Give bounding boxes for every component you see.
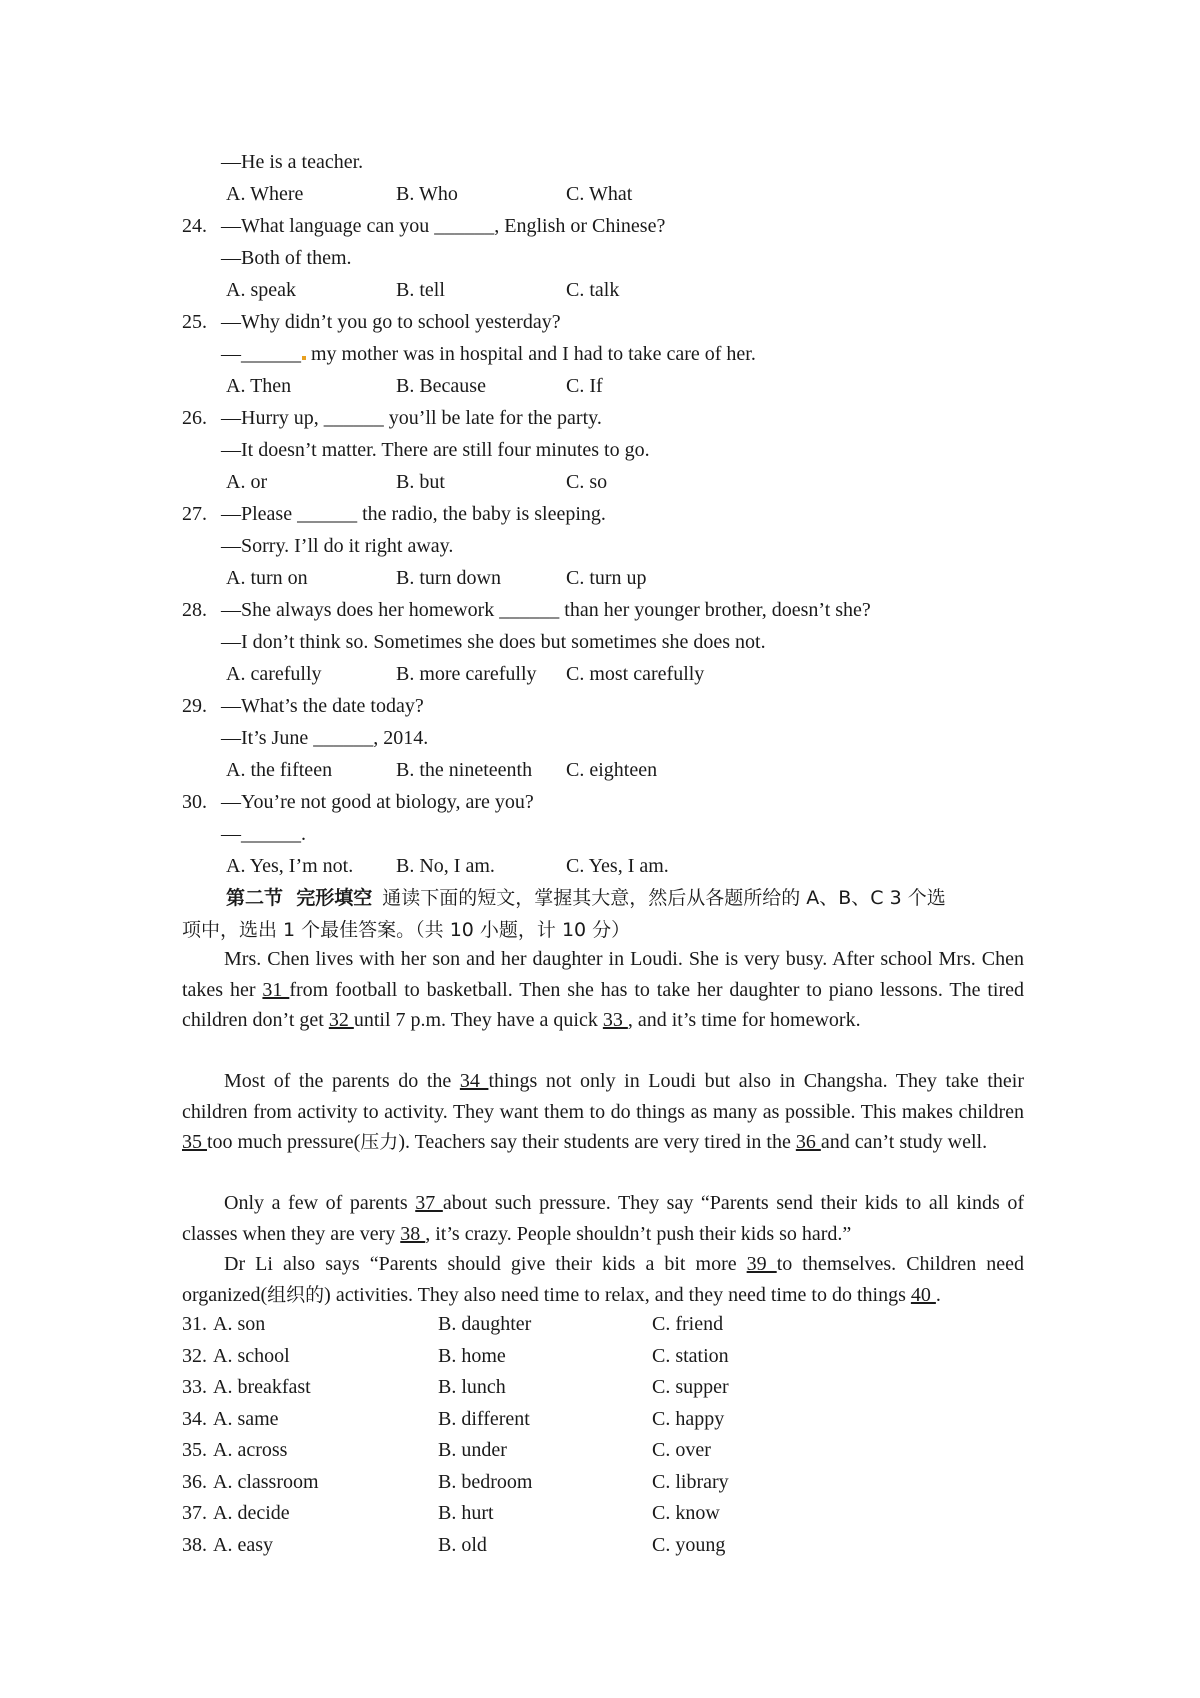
q30-number: 30.: [182, 791, 207, 813]
section2-instructions-2: 项中，选出 1 个最佳答案。（共 10 小题，计 10 分）: [182, 919, 631, 941]
q29-number: 29.: [182, 695, 207, 717]
passage-paragraph-2: [182, 1066, 1024, 1158]
blank-35: 35: [182, 1131, 207, 1153]
blank-32: 32: [328, 1009, 354, 1031]
q27-question: —Please ______ the radio, the baby is sleeping.: [221, 503, 606, 525]
q25-question: —Why didn’t you go to school yesterday?: [221, 311, 561, 333]
passage-text: Most of the parents do the: [224, 1070, 460, 1092]
q30-question: —You’re not good at biology, are you?: [221, 791, 534, 813]
q25-option-c: C. If: [566, 375, 603, 397]
cloze-option-b: B. home: [438, 1345, 506, 1367]
cloze-row-number: 34.: [182, 1408, 207, 1430]
q30-option-c: C. Yes, I am.: [566, 855, 669, 877]
q30-answer: —______.: [221, 823, 306, 845]
q29-option-b: B. the nineteenth: [396, 759, 533, 781]
passage-text: .: [935, 1283, 941, 1306]
cloze-option-c: C. station: [652, 1345, 729, 1367]
cloze-option-b: B. daughter: [438, 1313, 532, 1335]
passage-paragraph-4: [182, 1249, 1024, 1310]
q24-option-c: C. talk: [566, 279, 620, 301]
q27-answer: —Sorry. I’ll do it right away.: [221, 535, 454, 557]
cloze-option-b: B. lunch: [438, 1376, 506, 1398]
passage-text: Mrs. Chen lives with her son and her daughter in Loudi. She is very busy. After school Mrs. Chen takes her: [182, 948, 1024, 1001]
passage-text: too much pressure(: [207, 1131, 361, 1153]
cloze-option-a: A. same: [213, 1408, 279, 1430]
q30-option-b: B. No, I am.: [396, 855, 495, 877]
passage-text: until 7 p.m. They have a quick: [353, 1009, 603, 1031]
cloze-row-number: 36.: [182, 1471, 207, 1493]
q25-answer-blank: —______: [221, 343, 301, 365]
cloze-option-c: C. over: [652, 1439, 711, 1461]
q27-number: 27.: [182, 503, 207, 525]
cloze-option-a: A. breakfast: [213, 1376, 311, 1398]
q26-option-c: C. so: [566, 471, 608, 493]
q28-option-b: B. more carefully: [396, 663, 537, 685]
passage-text: about such pressure. They say “Parents send their kids to all kinds of classes when they are very: [182, 1192, 1024, 1245]
q28-answer: —I don’t think so. Sometimes she does but sometimes she does not.: [221, 631, 766, 653]
passage-text: Only a few of parents: [224, 1192, 416, 1214]
cloze-option-c: C. friend: [652, 1313, 724, 1335]
passage-text: ). Teachers say their students are very tired in the: [398, 1131, 796, 1153]
passage-text: ) activities. They also need time to relax, and they need time to do things: [324, 1283, 911, 1306]
cloze-option-b: B. different: [438, 1408, 530, 1430]
blank-38: 38: [400, 1222, 426, 1245]
passage-text: Dr Li also says “Parents should give their kids a bit more: [224, 1253, 747, 1275]
q29-question: —What’s the date today?: [221, 695, 424, 717]
blank-33: 33: [602, 1009, 628, 1031]
passage-cjk-gloss: 压力: [360, 1131, 399, 1153]
cloze-option-b: B. hurt: [438, 1502, 494, 1524]
q29-option-a: A. the fifteen: [226, 759, 333, 781]
q27-option-c: C. turn up: [566, 567, 647, 589]
cloze-row-number: 32.: [182, 1345, 207, 1367]
q26-number: 26.: [182, 407, 207, 429]
q29-answer: —It’s June ______, 2014.: [221, 727, 429, 749]
q28-option-c: C. most carefully: [566, 663, 705, 685]
q28-question: —She always does her homework ______ than her younger brother, doesn’t she?: [221, 599, 871, 621]
q25-answer-rest: my mother was in hospital and I had to take care of her.: [306, 343, 756, 365]
q28-number: 28.: [182, 599, 207, 621]
q26-question: —Hurry up, ______ you’ll be late for the party.: [221, 407, 602, 429]
cloze-row-number: 38.: [182, 1534, 207, 1556]
cloze-option-c: C. happy: [652, 1408, 725, 1430]
passage-cjk-gloss: 组织的: [267, 1283, 325, 1306]
q24-answer: —Both of them.: [221, 247, 352, 269]
passage-text: to themselves. Children need organized(: [182, 1253, 1024, 1306]
q25-option-b: B. Because: [396, 375, 486, 397]
cloze-option-c: C. library: [652, 1471, 729, 1493]
q25-answer: [221, 342, 756, 366]
passage-text: from football to basketball. Then she has to take her daughter to piano lessons. The tired children don’t get: [182, 978, 1025, 1031]
q26-option-b: B. but: [396, 471, 445, 493]
blank-37: 37: [415, 1192, 443, 1214]
cloze-option-a: A. classroom: [213, 1471, 319, 1493]
section2-instructions-1: 通读下面的短文，掌握其大意，然后从各题所给的 A、B、C 3 个选: [382, 887, 946, 909]
q27-option-a: A. turn on: [226, 567, 308, 589]
cloze-row-number: 31.: [182, 1313, 207, 1335]
q27-option-b: B. turn down: [396, 567, 501, 589]
cloze-option-a: A. decide: [213, 1502, 290, 1524]
q23-answer: —He is a teacher.: [221, 151, 364, 173]
q24-question: —What language can you ______, English or Chinese?: [221, 215, 666, 237]
passage-text: , and it’s time for homework.: [627, 1009, 861, 1031]
passage-paragraph-1: [182, 944, 1024, 1036]
cloze-row-number: 33.: [182, 1376, 207, 1398]
passage-text: , it’s crazy. People shouldn’t push their kids so hard.”: [425, 1222, 852, 1245]
q26-answer: —It doesn’t matter. There are still four minutes to go.: [221, 439, 650, 461]
q23-option-b: B. Who: [396, 183, 458, 205]
blank-39: 39: [746, 1253, 777, 1275]
cloze-option-b: B. old: [438, 1534, 487, 1556]
q25-option-a: A. Then: [226, 375, 292, 397]
cloze-option-c: C. know: [652, 1502, 720, 1524]
q24-number: 24.: [182, 215, 207, 237]
cloze-option-c: C. supper: [652, 1376, 729, 1398]
passage-paragraph-3: [182, 1188, 1024, 1249]
q25-number: 25.: [182, 311, 207, 333]
q23-option-a: A. Where: [226, 183, 304, 205]
cloze-option-b: B. under: [438, 1439, 507, 1461]
cloze-row-number: 37.: [182, 1502, 207, 1524]
section2-title: 第二节 完形填空: [226, 887, 373, 909]
section2-instructions-line1: [226, 886, 946, 910]
blank-34: 34: [459, 1070, 489, 1092]
cloze-option-c: C. young: [652, 1534, 726, 1556]
q26-option-a: A. or: [226, 471, 268, 493]
q24-option-b: B. tell: [396, 279, 445, 301]
passage-text: and can’t study well.: [820, 1131, 988, 1153]
q28-option-a: A. carefully: [226, 663, 322, 685]
cloze-option-a: A. son: [213, 1313, 266, 1335]
cloze-option-a: A. across: [213, 1439, 288, 1461]
cloze-row-number: 35.: [182, 1439, 207, 1461]
cloze-option-a: A. easy: [213, 1534, 273, 1556]
blank-31: 31: [262, 978, 290, 1001]
q29-option-c: C. eighteen: [566, 759, 658, 781]
blank-40: 40: [910, 1283, 936, 1306]
cloze-option-a: A. school: [213, 1345, 290, 1367]
q30-option-a: A. Yes, I’m not.: [226, 855, 354, 877]
cloze-option-b: B. bedroom: [438, 1471, 533, 1493]
blank-36: 36: [795, 1131, 821, 1153]
passage-text: things not only in Loudi but also in Changsha. They take their children from activity to activity. They want them to do things as many as possible. This makes children: [182, 1070, 1024, 1123]
q23-option-c: C. What: [566, 183, 633, 205]
q24-option-a: A. speak: [226, 279, 296, 301]
